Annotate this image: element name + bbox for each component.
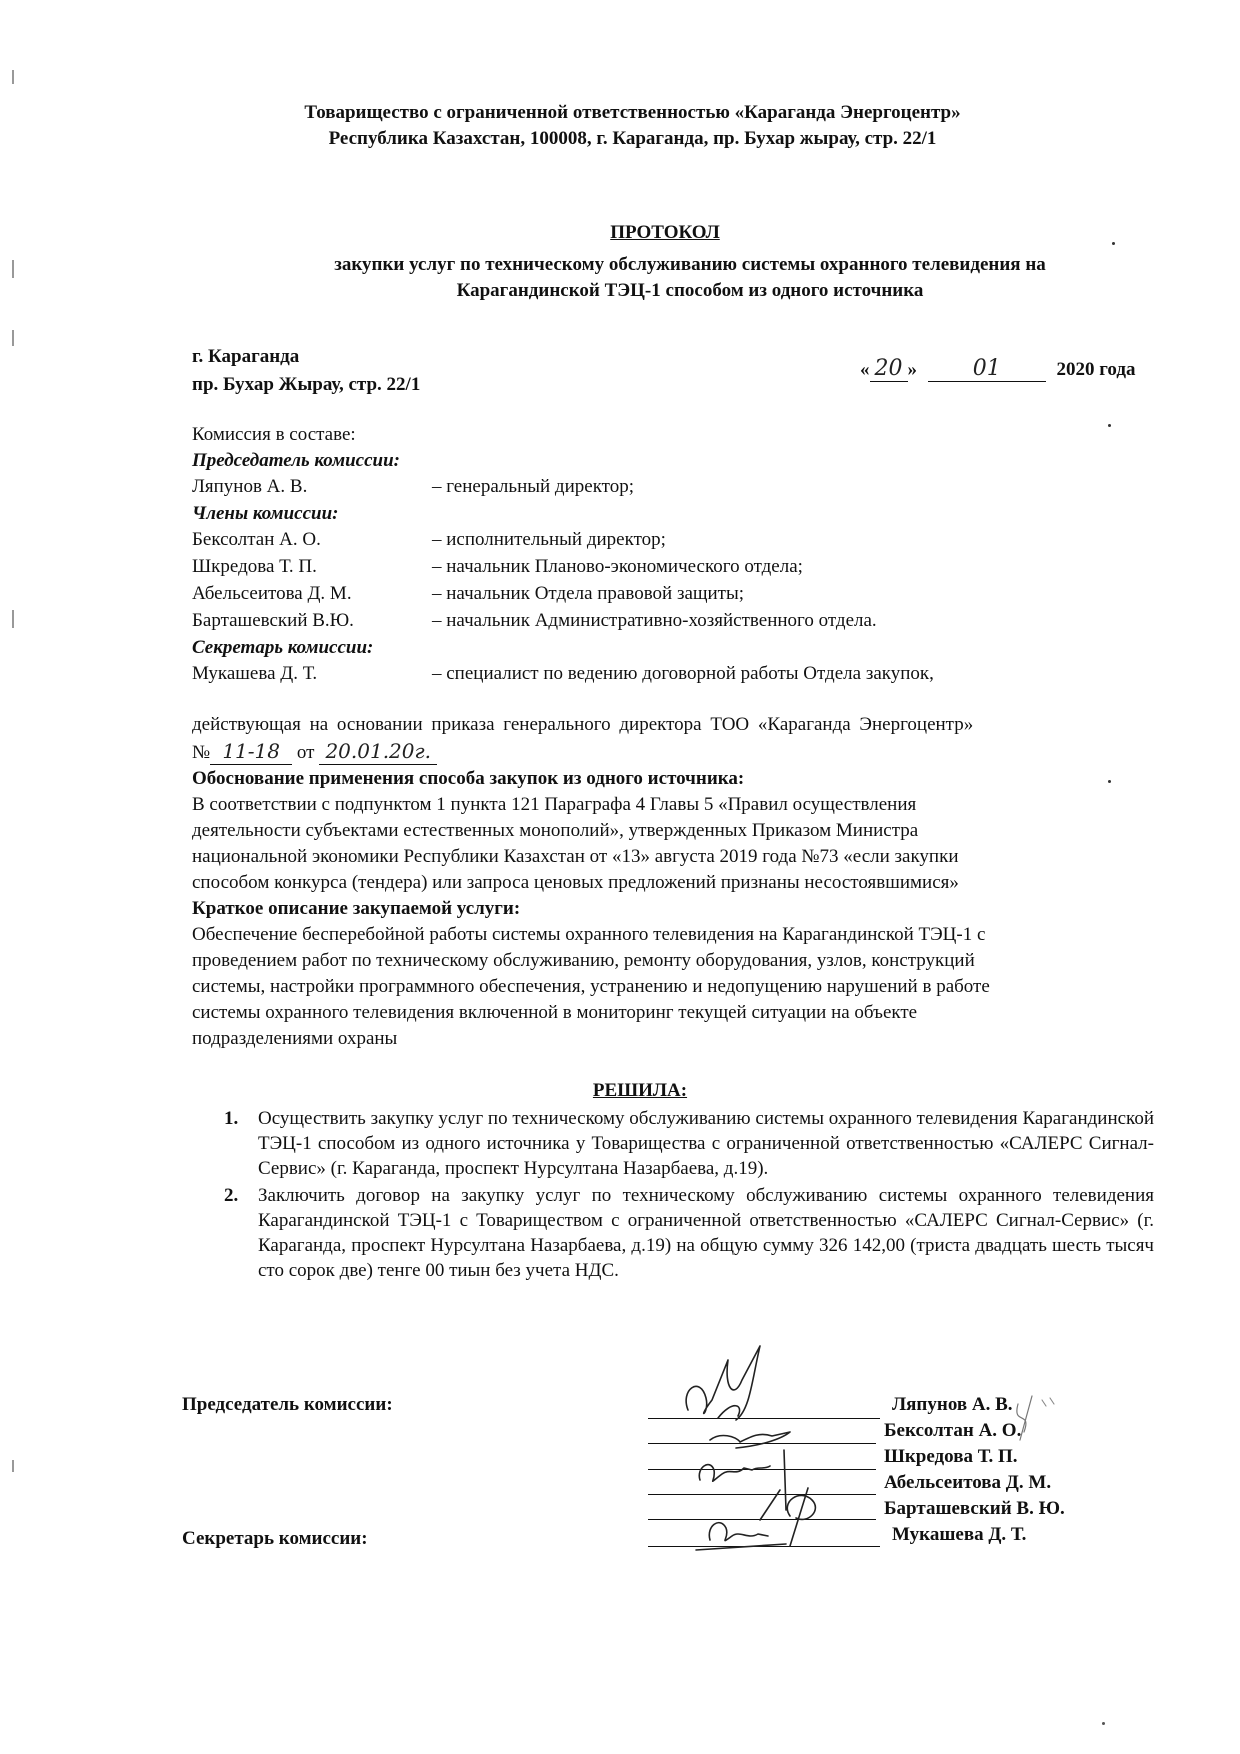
subtitle-line: закупки услуг по техническому обслуживанию системы охранного телевидения на xyxy=(334,254,1046,275)
signatory-name: Абельсеитова Д. М. xyxy=(884,1472,1052,1493)
document-subtitle xyxy=(250,252,1130,304)
date-year: 2020 года xyxy=(1056,359,1136,380)
signatory-name: Ляпунов А. В. xyxy=(892,1394,1013,1415)
org-address: Республика Казахстан, 100008, г. Караганда, пр. Бухар жырау, стр. 22/1 xyxy=(328,128,937,149)
scan-artifact xyxy=(12,260,14,278)
description-heading: Краткое описание закупаемой услуги: xyxy=(192,898,521,919)
document-date xyxy=(860,356,1135,382)
justification-line: способом конкурса (тендера) или запроса ценовых предложений признаны несостоявшимися» xyxy=(192,872,959,893)
commission-member-row xyxy=(192,581,1092,608)
justification-line: В соответствии с подпунктом 1 пункта 121 Параграфа 4 Главы 5 «Правил осуществления xyxy=(192,794,917,815)
members-heading: Члены комиссии: xyxy=(192,503,339,524)
subtitle-line: Карагандинской ТЭЦ-1 способом из одного источника xyxy=(456,280,924,301)
secretary-signature-label: Секретарь комиссии: xyxy=(182,1528,368,1549)
order-from-label: от xyxy=(296,742,315,763)
handwritten-signatures xyxy=(640,1340,1080,1560)
decision-number: 2. xyxy=(224,1185,239,1206)
scan-dot xyxy=(1108,780,1111,783)
date-month: 01 xyxy=(928,356,1046,382)
document-title: ПРОТОКОЛ xyxy=(610,222,720,243)
member-name: Абельсеитова Д. М. xyxy=(192,583,352,604)
address: пр. Бухар Жырау, стр. 22/1 xyxy=(192,374,421,395)
signature-stroke xyxy=(696,1544,786,1550)
signature-stroke xyxy=(760,1490,780,1520)
order-date: 20.01.20г. xyxy=(319,738,437,765)
decision-item xyxy=(224,1106,1154,1181)
member-name: Шкредова Т. П. xyxy=(192,556,317,577)
org-name: Товарищество с ограниченной ответственностью «Караганда Энергоцентр» xyxy=(304,102,961,123)
commission-block xyxy=(192,422,1092,688)
commission-chair-row xyxy=(192,474,1092,501)
city: г. Караганда xyxy=(192,346,300,367)
member-position: – начальник Административно-хозяйственного отдела. xyxy=(432,610,877,631)
secretary-heading: Секретарь комиссии: xyxy=(192,637,374,658)
commission-member-row xyxy=(192,554,1092,581)
member-name: Бексолтан А. О. xyxy=(192,529,321,550)
decision-text: Осуществить закупку услуг по техническому обслуживанию системы охранного телевидения Карагандинской ТЭЦ-1 способом из одного источника у Товарищества с ограниченной ответственностью «САЛЕРС Сигнал-Сервис» (г. Караганда, проспект Нурсултана Назарбаева, д.19). xyxy=(258,1108,1154,1179)
description-line: проведением работ по техническому обслуживанию, ремонту оборудования, узлов, конструкций xyxy=(192,950,975,971)
signature-stroke xyxy=(1017,1396,1032,1440)
commission-member-row xyxy=(192,527,1092,554)
date-close-quote: » xyxy=(907,359,917,380)
justification-line: деятельности субъектами естественных монополий», утвержденных Приказом Министра xyxy=(192,820,919,841)
description-line: системы, настройки программного обеспечения, устранению и недопущению нарушений в работе xyxy=(192,976,990,997)
member-name: Барташевский В.Ю. xyxy=(192,610,354,631)
decision-text: Заключить договор на закупку услуг по техническому обслуживанию системы охранного телевидения Карагандинской ТЭЦ-1 с Товариществом с ограниченной ответственностью «САЛЕРС Сигнал-Сервис» (г. Караганда, проспект Нурсултана Назарбаева, д.19) на общую сумму 326 142,00 (триста двадцать шесть тысяч сто сорок две) тенге 00 тиын без учета НДС. xyxy=(258,1185,1154,1281)
decision-list xyxy=(224,1106,1154,1285)
scan-artifact xyxy=(12,70,14,84)
justification-line: национальной экономики Республики Казахстан от «13» августа 2019 года №73 «если закупки xyxy=(192,846,959,867)
member-position: – начальник Планово-экономического отдела; xyxy=(432,556,803,577)
scan-dot xyxy=(1102,1722,1105,1725)
member-position: – генеральный директор; xyxy=(432,476,635,497)
signatory-name: Барташевский В. Ю. xyxy=(884,1498,1065,1519)
organization-header xyxy=(0,100,1240,152)
signatory-name: Мукашева Д. Т. xyxy=(892,1524,1027,1545)
commission-secretary-row xyxy=(192,661,1092,688)
order-reference xyxy=(192,738,1152,766)
date-day: 20 xyxy=(870,356,908,382)
order-text: действующая на основании приказа генерального директора ТОО «Караганда Энергоцентр» xyxy=(192,714,974,735)
scan-artifact xyxy=(12,1460,14,1472)
signature-stroke xyxy=(709,1523,768,1541)
basis-block xyxy=(192,712,1152,1052)
signature-stroke xyxy=(784,1450,786,1510)
commission-member-row xyxy=(192,608,1092,635)
chair-signature-label: Председатель комиссии: xyxy=(182,1394,393,1415)
commission-intro: Комиссия в составе: xyxy=(192,424,356,445)
signature-stroke xyxy=(686,1346,760,1420)
signature-stroke xyxy=(699,1465,770,1482)
member-name: Ляпунов А. В. xyxy=(192,476,308,497)
justification-heading: Обоснование применения способа закупок из одного источника: xyxy=(192,768,745,789)
order-number: 11-18 xyxy=(210,738,292,765)
description-line: Обеспечение бесперебойной работы системы охранного телевидения на Карагандинской ТЭЦ-1 с xyxy=(192,924,986,945)
member-position: – специалист по ведению договорной работы Отдела закупок, xyxy=(432,663,934,684)
order-number-label: № xyxy=(192,742,211,763)
scan-artifact xyxy=(12,330,14,346)
signatory-name: Шкредова Т. П. xyxy=(884,1446,1018,1467)
signature-stroke xyxy=(718,1406,740,1418)
scan-dot xyxy=(1108,424,1111,427)
scan-dot xyxy=(1112,242,1115,245)
decision-item xyxy=(224,1183,1154,1283)
chair-heading: Председатель комиссии: xyxy=(192,450,400,471)
date-open-quote: « xyxy=(860,359,870,380)
signature-stroke xyxy=(1042,1398,1054,1406)
member-name: Мукашева Д. Т. xyxy=(192,663,318,684)
signatory-name: Бексолтан А. О. xyxy=(884,1420,1022,1441)
scan-artifact xyxy=(12,610,14,628)
member-position: – начальник Отдела правовой защиты; xyxy=(432,583,745,604)
description-line: системы охранного телевидения включенной в мониторинг текущей ситуации на объекте xyxy=(192,1002,918,1023)
description-line: подразделениями охраны xyxy=(192,1028,398,1049)
member-position: – исполнительный директор; xyxy=(432,529,666,550)
decision-number: 1. xyxy=(224,1108,239,1129)
place-block xyxy=(192,344,420,398)
decision-heading: РЕШИЛА: xyxy=(592,1080,688,1101)
signature-stroke xyxy=(787,1488,815,1546)
signature-stroke xyxy=(710,1432,790,1448)
